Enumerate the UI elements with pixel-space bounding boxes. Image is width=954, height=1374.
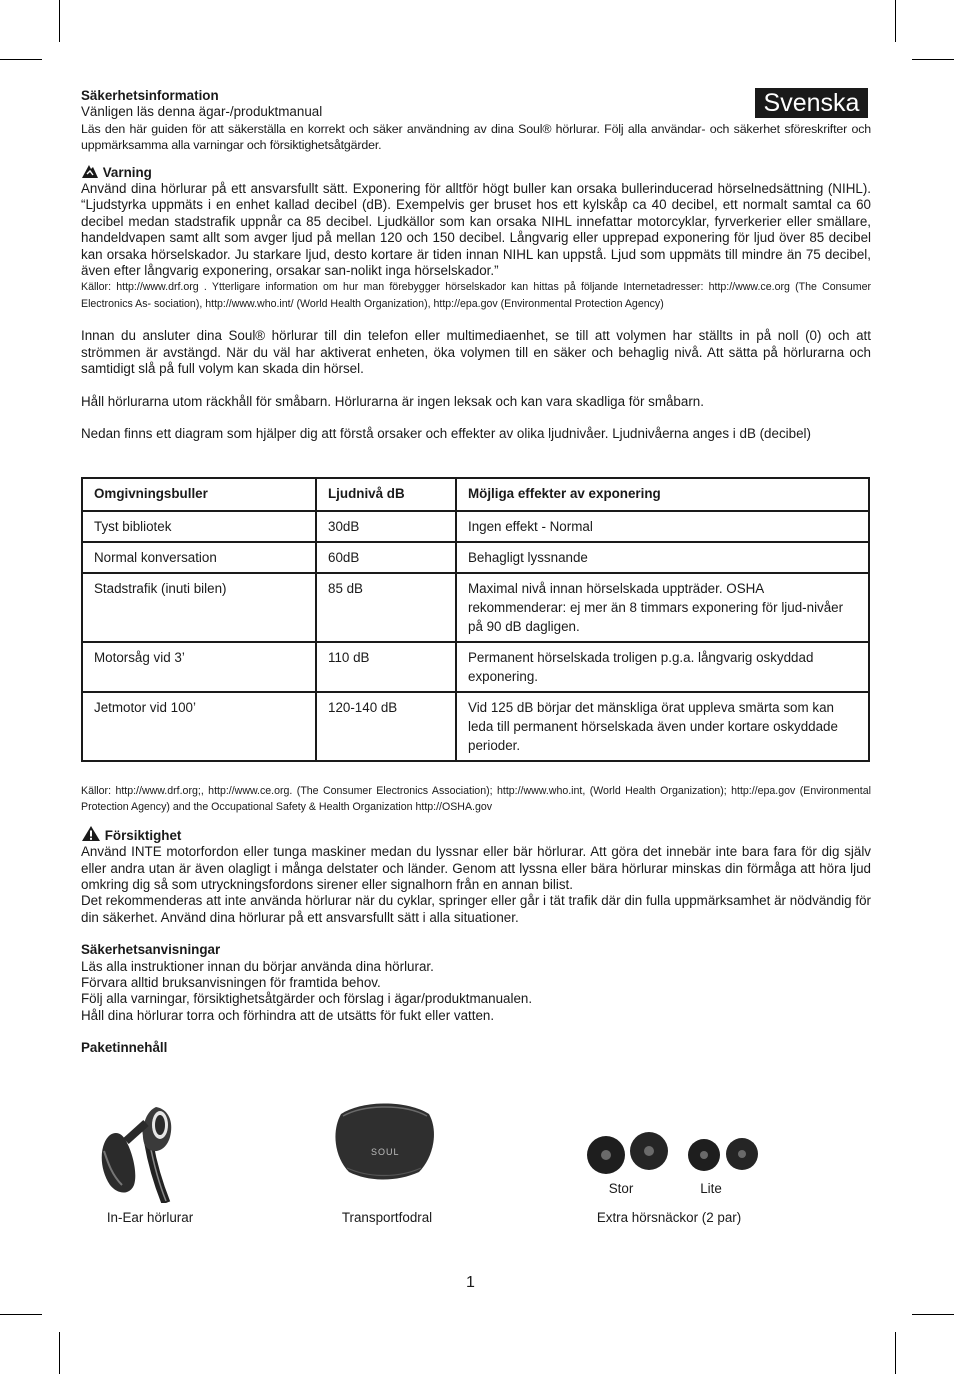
noise-level-table [81,477,870,762]
table-cell: Behagligt lyssnande [456,542,869,573]
intro-text: Läs den här guiden för att säkerställa en korrekt och säker användning av dina Soul® hörlurar. Följ alla användar- och säkerhet sföreskrifter och uppmärksamma alla varningar och försiktighetsåtgärder. [81,121,871,153]
table-header: Möjliga effekter av exponering [456,478,869,511]
table-row [82,573,869,642]
table-row [82,692,869,761]
table-cell: 60dB [316,542,456,573]
table-cell: Stadstrafik (inuti bilen) [82,573,316,642]
table-sources: Källor: http://www.drf.org;, http://www.ce.org. (The Consumer Electronics Association); http://www.who.int, (World Health Organization); http://epa.gov (Environmental Protection Agency) and the Occupational Safety & Health Organization http://OSHA.gov [81,785,871,814]
table-cell: Vid 125 dB börjar det mänskliga örat uppleva smärta som kan leda till permanent hörselskada även under kortare oskyddade perioder. [456,692,869,761]
table-row [82,542,869,573]
caution-heading [81,825,871,844]
table-cell: Maximal nivå innan hörselskada uppträder. OSHA rekommenderar: ej mer än 8 timmars exponering för ljud-nivåer på 90 dB dagligen. [456,573,869,642]
instruction-line: Håll dina hörlurar torra och förhindra att de utsätts för fukt eller vatten. [81,1007,495,1023]
crop-mark [912,59,954,60]
section-title: Säkerhetsinformation [81,88,219,103]
caution-text: Använd INTE motorfordon eller tunga maskiner medan du lyssnar eller bär hörlurar. Att göra det innebär inte bara fara för dig själv eller andra utan är även olagligt i många delstater och länder. Genom att lyssna eller bära hörlurar minskas din förmåga att höra ljud omkring dig så som utryckningsfordons sirener eller signalhorn från en annan bilist. [81,844,871,893]
warning-hand-icon [81,163,99,179]
table-cell: Ingen effekt - Normal [456,511,869,542]
table-cell: 120-140 dB [316,692,456,761]
instructions-title: Säkerhetsanvisningar [81,942,221,958]
crop-mark [895,1332,896,1374]
package-title: Paketinnehåll [81,1040,168,1056]
table-header: Omgivningsbuller [82,478,316,511]
crop-mark [0,59,42,60]
warning-heading [81,163,871,181]
instruction-line: Följ alla varningar, försiktighetsåtgärder och förslag i ägar/produktmanualen. [81,991,533,1007]
table-cell: Permanent hörselskada troligen p.g.a. långvarig oskyddad exponering. [456,642,869,692]
table-cell: 110 dB [316,642,456,692]
page-number: 1 [466,1274,475,1291]
intro-line: Vänligen läs denna ägar-/produktmanual [81,104,323,120]
table-header-row [82,478,869,511]
warning-title: Varning [102,164,152,180]
crop-mark [59,0,60,42]
table-row [82,511,869,542]
crop-mark [0,1314,42,1315]
package-item-label: In-Ear hörlurar [106,1210,194,1225]
instruction-line: Förvara alltid bruksanvisningen för framtida behov. [81,975,381,991]
crop-mark [912,1314,954,1315]
carrying-case-image [333,1102,437,1180]
crop-mark [59,1332,60,1374]
table-cell: Jetmotor vid 100’ [82,692,316,761]
paragraph-diagram: Nedan finns ett diagram som hjälper dig att förstå orsaker och effekter av olika ljudnivåer. Ljudnivåerna anges i dB (decibel) [81,425,811,441]
table-cell: Normal konversation [82,542,316,573]
earphones-image [96,1103,180,1203]
table-header: Ljudnivå dB [316,478,456,511]
instruction-line: Läs alla instruktioner innan du börjar använda dina hörlurar. [81,958,434,974]
table-cell: 85 dB [316,573,456,642]
crop-mark [895,0,896,42]
language-badge: Svenska [755,88,868,118]
caution-triangle-icon [81,825,101,842]
paragraph-children: Håll hörlurarna utom räckhåll för småbarn. Hörlurarna är ingen leksak och kan vara skadliga för småbarn. [81,393,704,409]
table-cell: Motorsåg vid 3’ [82,642,316,692]
paragraph-connect: Innan du ansluter dina Soul® hörlurar till din telefon eller multimediaenhet, se till att volymen har ställts in på noll (0) och att strömmen är avstängd. När du väl har aktiverat enheten, öka volymen till en säker och behaglig nivå. Att sätta på hörlurarna och samtidigt slå på full volym kan skada din hörsel. [81,328,871,377]
caution-text: Det rekommenderas att inte använda hörlurar när du cyklar, springer eller går i tät trafik där din fulla uppmärksamhet är nödvändig för din säkerhet. Använd dina hörlurar på ett ansvarsfullt sätt i alla situationer. [81,893,871,925]
package-item-label: Extra hörsnäckor (2 par) [596,1210,742,1225]
warning-sources: Källor: http://www.drf.org . Ytterligare information om hur man förebygger hörselskador kan hittas på följande Internetadresser: http://www.ce.org (The Consumer Electronics As- sociation), http://www.who.int/ (World Health Organization), http://epa.gov (Environmental Protection Agency) [81,281,871,310]
package-item-label: Transportfodral [341,1210,433,1225]
table-cell: 30dB [316,511,456,542]
ear-tip-small-label: Lite [700,1181,722,1196]
case-logo: SOUL [371,1147,400,1157]
warning-text: Använd dina hörlurar på ett ansvarsfullt sätt. Exponering för alltför högt buller kan orsaka bullerinducerad hörselnedsättning (NIHL). “Ljudstyrka uppmäts i en enhet kallad decibel (dB). Exempelvis ger bruset hos ett kylskåp ca 40 decibel, ett normalt samtal ca 60 decibel medan stadstrafik uppnår ca 85 decibel. Ljudkällor som kan orsaka NIHL innefattar motorcyklar, fyrverkerier eller smällare, handeldvapen samt allt som avger ljud på mellan 120 och 150 decibel. Långvarig eller upprepad exponering för ljud över 85 decibel kan orsaka hörselskador. Ju starkare ljud, desto kortare är tiden innan NIHL kan uppstå. Ljud som uppmäts till mindre än 75 decibel, även efter långvarig exponering, orsakar san-nolikt inga hörselskador.” [81,181,871,279]
caution-title: Försiktighet [104,827,182,843]
table-row [82,642,869,692]
lower-section [81,783,871,1057]
ear-tip-large-label: Stor [608,1181,634,1196]
safety-section [81,88,871,442]
ear-tips-image [584,1121,774,1181]
table-cell: Tyst bibliotek [82,511,316,542]
